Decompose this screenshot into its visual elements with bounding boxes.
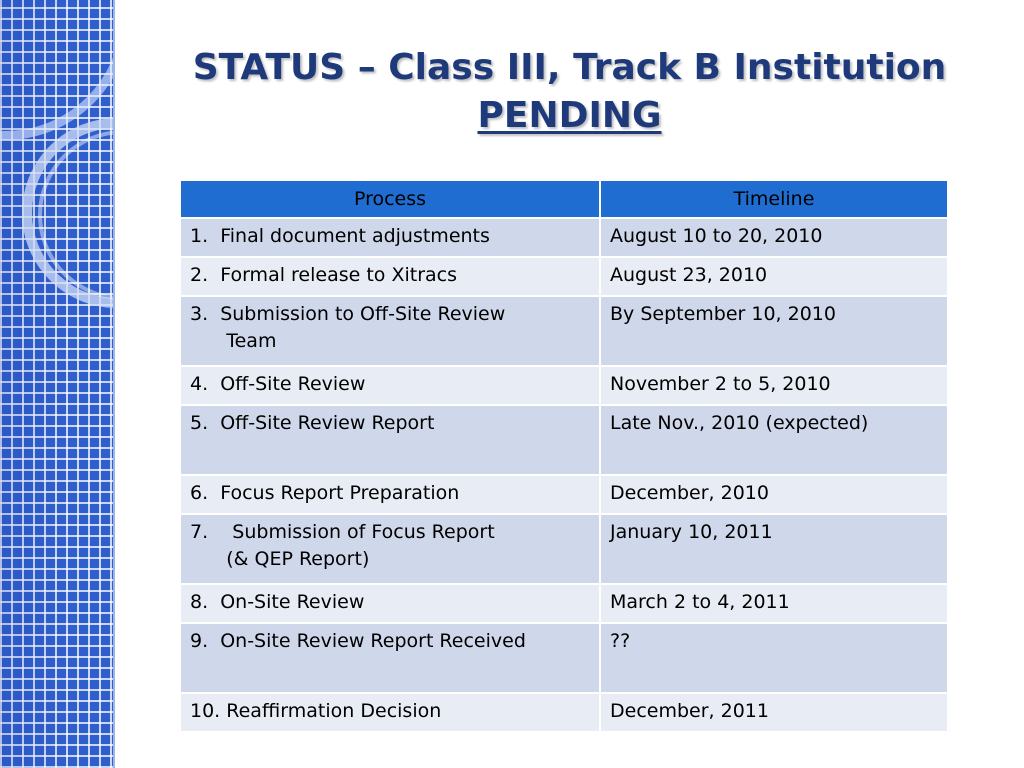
process-text: 2. Formal release to Xitracs <box>190 264 458 286</box>
table-row <box>180 296 948 366</box>
process-cell <box>180 693 600 732</box>
process-cell <box>180 405 600 475</box>
process-cell <box>180 218 600 257</box>
process-text: 6. Focus Report Preparation <box>190 482 460 504</box>
process-text: 7. Submission of Focus Report <box>190 521 495 543</box>
timeline-cell: ?? <box>600 623 948 693</box>
timeline-cell: November 2 to 5, 2010 <box>600 366 948 405</box>
timeline-cell: By September 10, 2010 <box>600 296 948 366</box>
decorative-side-band <box>0 0 113 768</box>
process-text: 9. On-Site Review Report Received <box>190 630 526 652</box>
table-row <box>180 475 948 514</box>
process-cell <box>180 296 600 366</box>
timeline-cell: December, 2010 <box>600 475 948 514</box>
process-text: 4. Off-Site Review <box>190 373 366 395</box>
timeline-cell: August 23, 2010 <box>600 257 948 296</box>
table-row <box>180 218 948 257</box>
process-cell <box>180 514 600 584</box>
header-process: Process <box>180 180 600 218</box>
process-cell <box>180 623 600 693</box>
process-text: 5. Off-Site Review Report <box>190 412 435 434</box>
timeline-cell: March 2 to 4, 2011 <box>600 584 948 623</box>
process-text: 1. Final document adjustments <box>190 225 490 247</box>
process-text: 8. On-Site Review <box>190 591 365 613</box>
process-cell <box>180 257 600 296</box>
process-text-continued: Team <box>190 330 277 352</box>
table-header-row <box>180 180 948 218</box>
process-cell <box>180 366 600 405</box>
pending-label: PENDING <box>477 95 662 136</box>
table-row <box>180 514 948 584</box>
table-row <box>180 584 948 623</box>
table-row <box>180 405 948 475</box>
timeline-cell: January 10, 2011 <box>600 514 948 584</box>
table-row <box>180 623 948 693</box>
header-timeline: Timeline <box>600 180 948 218</box>
slide-title-line1: STATUS – Class III, Track B Institution <box>192 47 947 88</box>
process-text: 10. Reaffirmation Decision <box>190 700 442 722</box>
slide-title-line2 <box>115 92 1024 140</box>
table-row <box>180 366 948 405</box>
slide-title <box>115 44 1024 140</box>
table-row <box>180 257 948 296</box>
timeline-cell: August 10 to 20, 2010 <box>600 218 948 257</box>
table-row <box>180 693 948 732</box>
process-cell <box>180 584 600 623</box>
process-text-continued: (& QEP Report) <box>190 548 370 570</box>
process-text: 3. Submission to Off-Site Review <box>190 303 506 325</box>
timeline-cell: December, 2011 <box>600 693 948 732</box>
timeline-cell: Late Nov., 2010 (expected) <box>600 405 948 475</box>
process-cell <box>180 475 600 514</box>
status-table <box>179 179 949 733</box>
